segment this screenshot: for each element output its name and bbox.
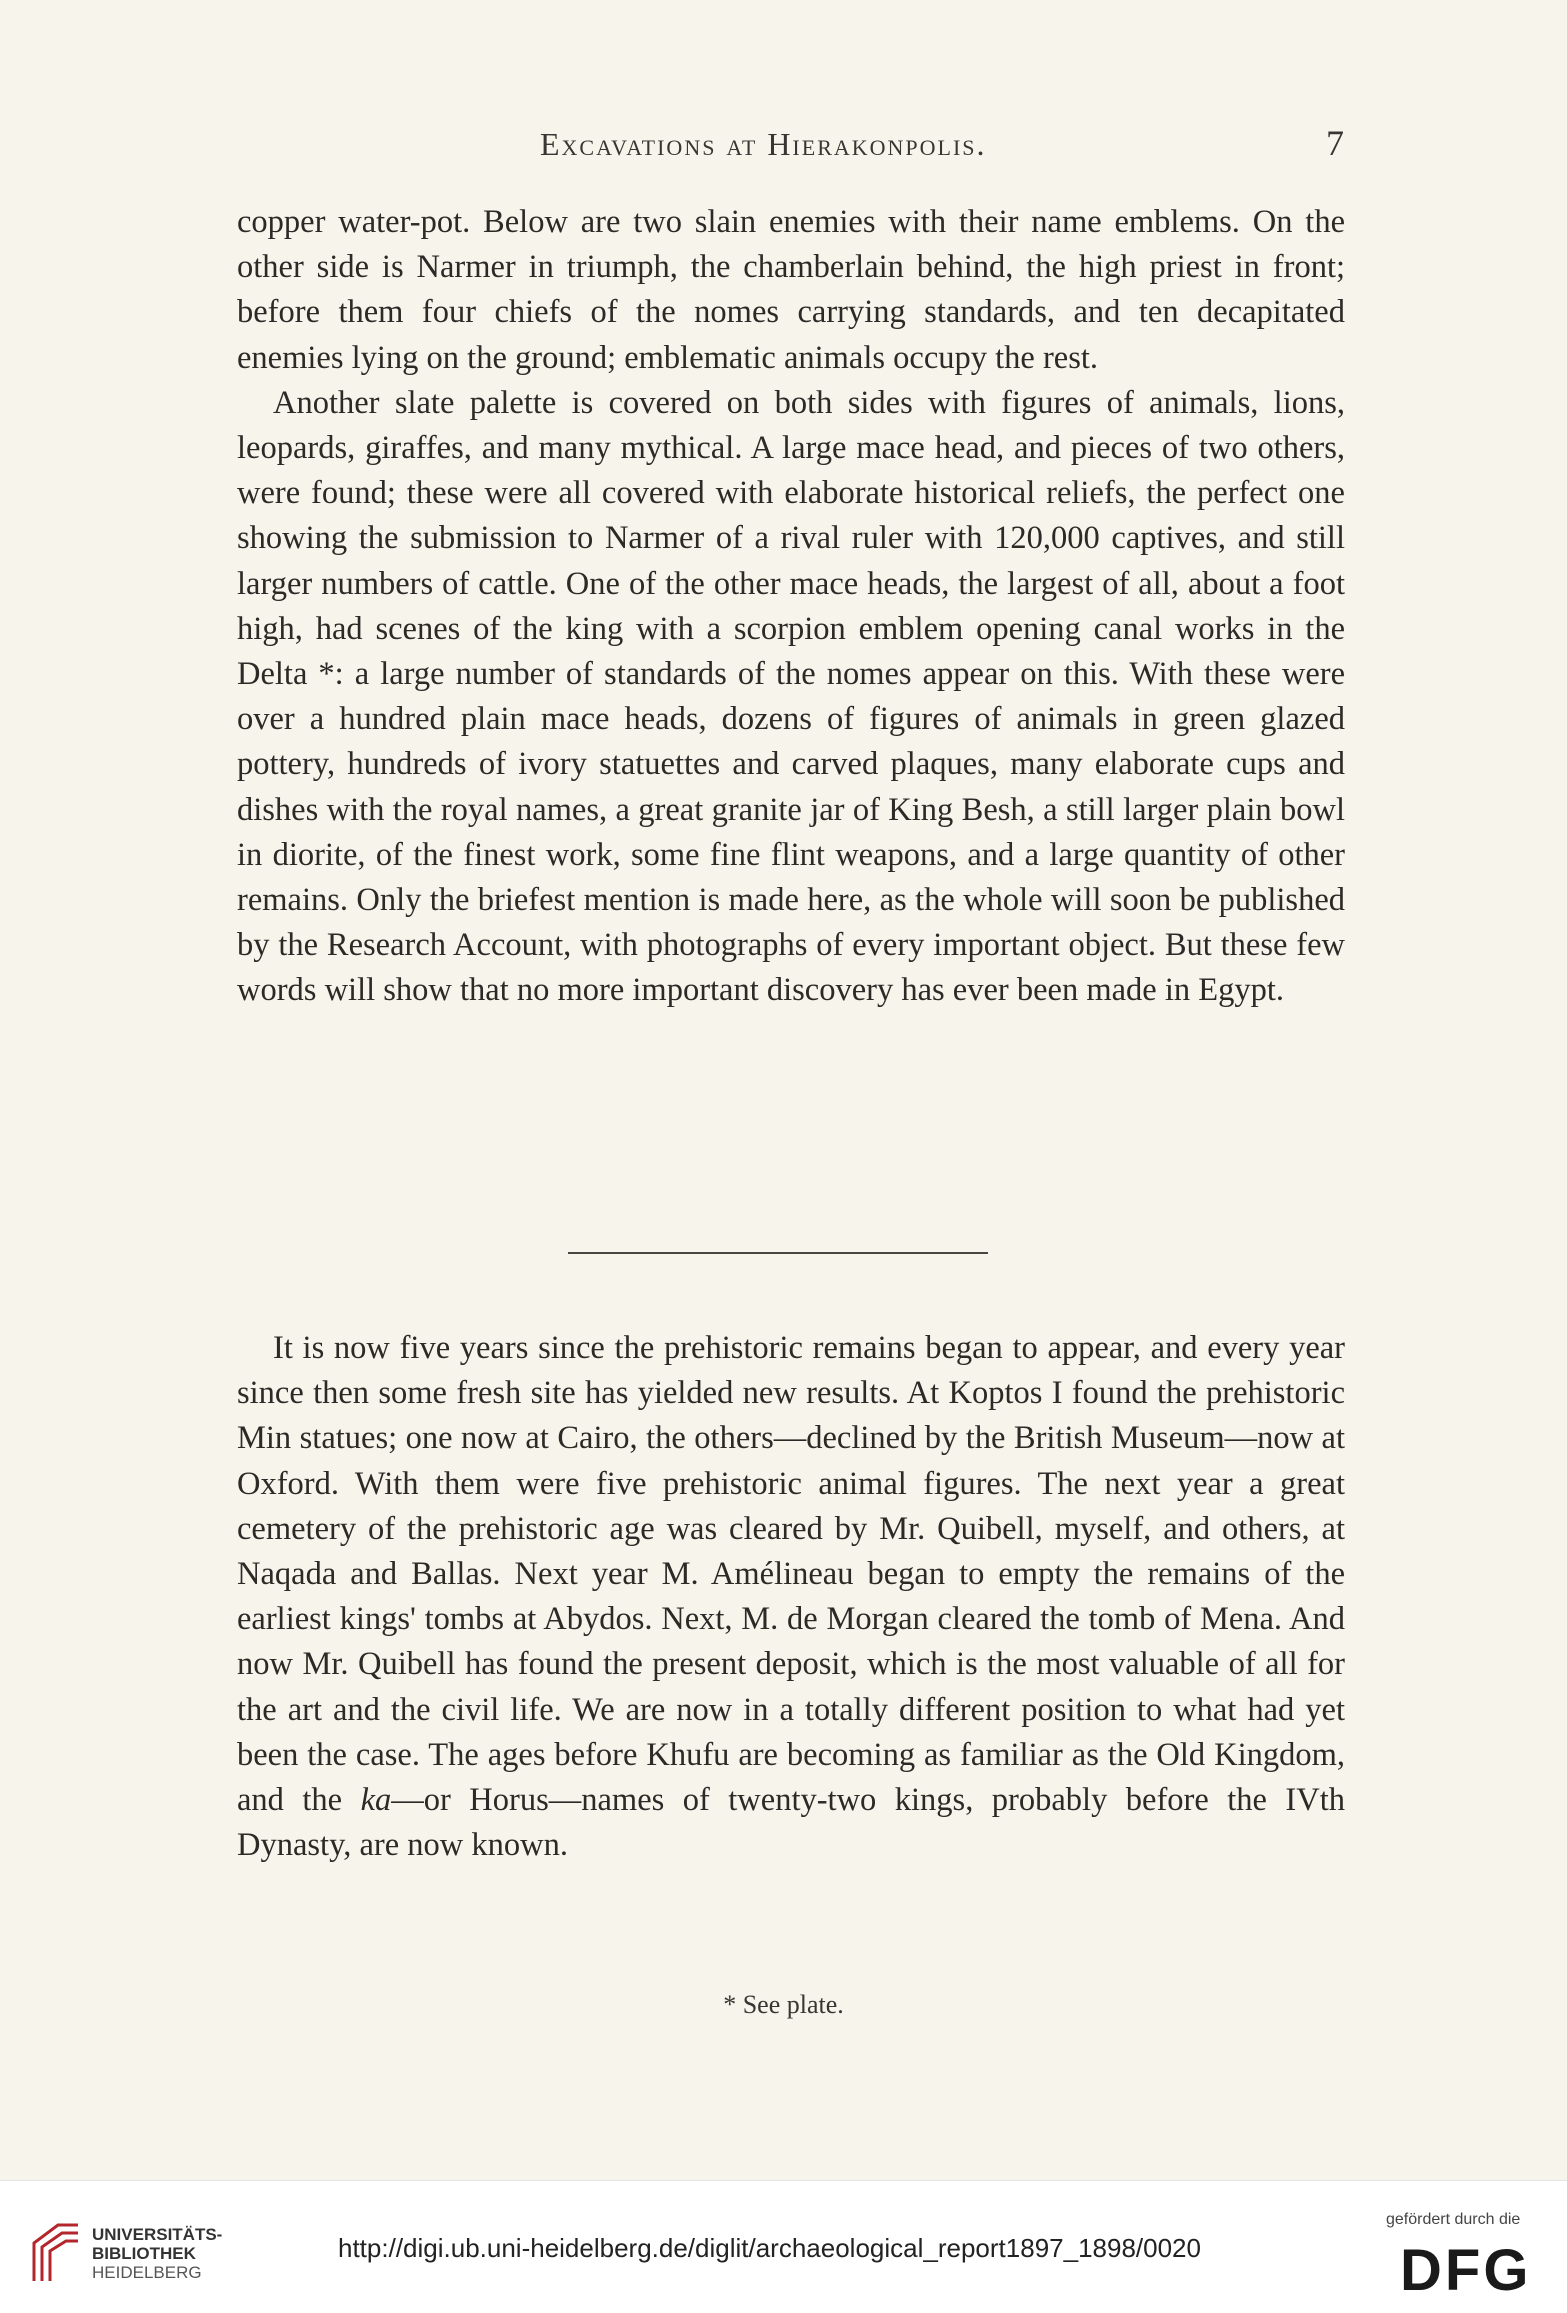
university-library-logo-icon — [28, 2221, 84, 2285]
paragraph-3-text-a: It is now five years since the prehistoric remains began to appear, and every year since then some fresh site has yielded new results. At Koptos I found the prehistoric Min statues; one now at Cairo, the others—declined by the British Museum—now at Oxford. With them were five prehistoric animal figures. The next year a great cemetery of the prehistoric age was cleared by Mr. Quibell, myself, and others, at Naqada and Ballas. Next year M. Amélineau began to empty the remains of the earliest kings' tombs at Abydos. Next, M. de Morgan cleared the tomb of Mena. And now Mr. Quibell has found the present deposit, which is the most valuable of all for the art and the civil life. We are now in a totally different position to what had yet been the case. The ages before Khufu are becoming as familiar as the Old Kingdom, and the — [237, 1330, 1345, 1819]
digitization-footer — [0, 2180, 1567, 2313]
section-divider — [568, 1252, 988, 1254]
dfg-logo: DFG — [1400, 2238, 1532, 2303]
body-text-section-1 — [237, 200, 1345, 1014]
source-url-link[interactable]: http://digi.ub.uni-heidelberg.de/diglit/archaeological_report1897_1898/0020 — [338, 2233, 1201, 2263]
library-name-line-3: HEIDELBERG — [92, 2263, 202, 2282]
page-number: 7 — [1326, 123, 1344, 163]
library-name-line-2: BIBLIOTHEK — [92, 2244, 196, 2263]
footnote: * See plate. — [723, 1990, 844, 2019]
body-text-section-2 — [237, 1326, 1345, 1868]
italic-term-ka: ka — [360, 1782, 392, 1819]
funding-label: gefördert durch die — [1386, 2211, 1521, 2228]
running-head — [0, 118, 1567, 178]
library-name — [92, 2225, 222, 2282]
paragraph-2: Another slate palette is covered on both sides with figures of animals, lions, leopards, giraffes, and many mythical. A large mace head, and pieces of two others, were found; these were all covered with elaborate historical reliefs, the perfect one showing the submission to Narmer of a rival ruler with 120,000 captives, and still larger numbers of cattle. One of the other mace heads, the largest of all, about a foot high, had scenes of the king with a scorpion emblem opening canal works in the Delta *: a large number of standards of the nomes appear on this. With these were over a hundred plain mace heads, dozens of figures of animals in green glazed pottery, hundreds of ivory statuettes and carved plaques, many elaborate cups and dishes with the royal names, a great granite jar of King Besh, a still larger plain bowl in diorite, of the finest work, some fine flint weapons, and a large quantity of other remains. Only the briefest mention is made here, as the whole will soon be published by the Research Account, with photographs of every important object. But these few words will show that no more important discovery has ever been made in Egypt. — [237, 384, 1345, 1009]
paragraph-3-text-b: —or Horus—names of twenty-two kings, probably before the IVth Dynasty, are now known. — [237, 1782, 1345, 1864]
library-name-line-1: UNIVERSITÄTS- — [92, 2225, 223, 2244]
paragraph-3 — [237, 1326, 1345, 1868]
running-title: Excavations at Hierakonpolis. — [540, 126, 987, 162]
paragraph-1: copper water-pot. Below are two slain enemies with their name emblems. On the other side is Narmer in triumph, the chamberlain behind, the high priest in front; before them four chiefs of the nomes carrying standards, and ten decapitated enemies lying on the ground; emblematic animals occupy the rest. — [237, 204, 1345, 376]
